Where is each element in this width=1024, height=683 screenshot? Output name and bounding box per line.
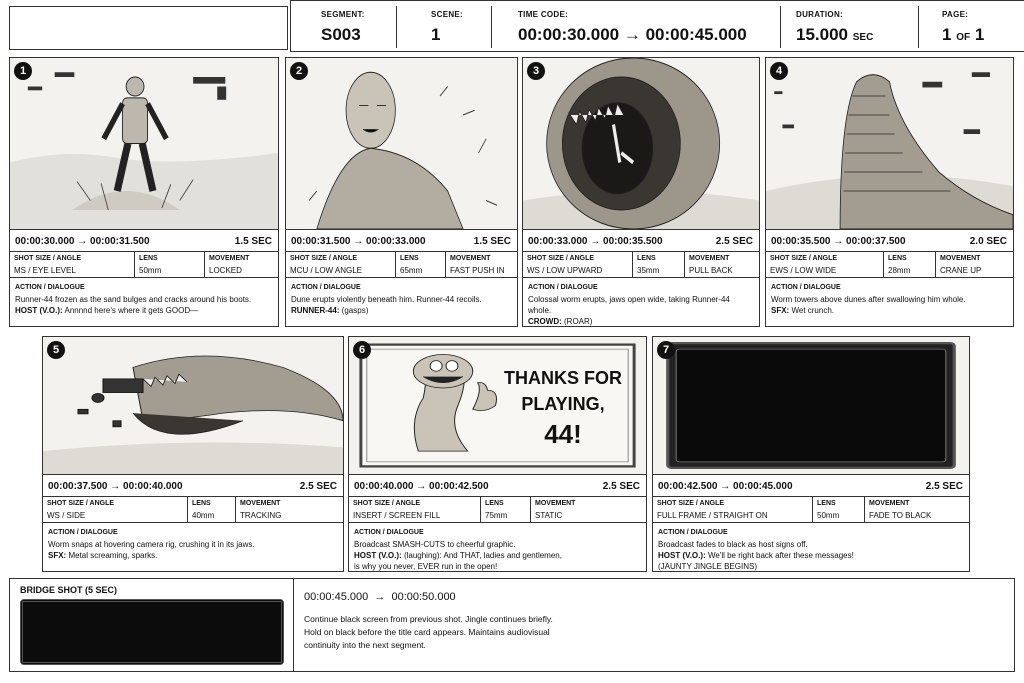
panel-timecode: 00:00:35.500 → 00:00:37.500 (771, 236, 906, 247)
movement-label: MOVEMENT (450, 255, 491, 262)
bridge-black-frame (20, 599, 284, 665)
panel-image (523, 58, 759, 230)
shot-size-cell (349, 497, 481, 523)
header-timecode (518, 6, 768, 52)
panel-specs-row (766, 252, 1013, 278)
panel-image (43, 337, 343, 475)
storyboard-panel (9, 57, 279, 327)
timecode-value: 00:00:30.000 → 00:00:45.000 (518, 25, 747, 44)
speaker: RUNNER-44: (291, 306, 340, 315)
dialogue-text: Wet crunch. (789, 306, 834, 315)
lens-value: 75mm (485, 511, 508, 520)
shot-size-value: WS / SIDE (47, 511, 86, 520)
movement-value: LOCKED (209, 266, 242, 275)
scene-value: 1 (431, 25, 441, 44)
panel-action (43, 523, 343, 571)
dialogue-line (658, 550, 964, 561)
lens-value: 50mm (139, 266, 162, 275)
movement-value: PULL BACK (689, 266, 733, 275)
panel-duration: 2.5 SEC (602, 481, 640, 492)
panel-specs-row (349, 497, 646, 523)
panel-timecode: 00:00:33.000 → 00:00:35.500 (528, 236, 663, 247)
dialogue-line (15, 305, 273, 316)
movement-label: MOVEMENT (940, 255, 981, 262)
dialogue-text: (gasps) (339, 306, 369, 315)
storyboard-panel (522, 57, 760, 327)
action-label: ACTION / DIALOGUE (354, 529, 424, 536)
shot-size-value: MS / EYE LEVEL (14, 266, 76, 275)
lens-value: 40mm (192, 511, 215, 520)
bridge-divider (293, 579, 294, 671)
action-text: Dune erupts violently beneath him. Runner-44 recoils. (291, 295, 482, 304)
lens-cell (884, 252, 936, 278)
panel-specs-row (286, 252, 517, 278)
dialogue-text: Annnnd here's where it gets GOOD— (62, 306, 199, 315)
panel-timecode-row (653, 475, 969, 497)
storyboard-panel (765, 57, 1014, 327)
movement-cell (531, 497, 648, 523)
lens-cell (813, 497, 865, 523)
shot-size-cell (523, 252, 633, 278)
duration-value: 15.000 SEC (796, 25, 874, 44)
lens-label: LENS (485, 500, 504, 507)
movement-value: TRACKING (240, 511, 282, 520)
screen-graphic-line: 44! (544, 419, 582, 449)
action-text: Worm snaps at hovering camera rig, crushing it in its jaws. (48, 540, 255, 549)
lens-value: 50mm (817, 511, 840, 520)
lens-cell (188, 497, 236, 523)
movement-cell (236, 497, 345, 523)
lens-label: LENS (400, 255, 419, 262)
dialogue-line (291, 305, 512, 316)
shot-size-value: MCU / LOW ANGLE (290, 266, 363, 275)
screen-graphic-line: PLAYING, (521, 394, 605, 414)
panel-timecode: 00:00:31.500 → 00:00:33.000 (291, 236, 426, 247)
movement-value: FADE TO BLACK (869, 511, 932, 520)
panel-duration: 2.5 SEC (715, 236, 753, 247)
panel-duration: 1.5 SEC (234, 236, 272, 247)
header-page (942, 6, 1012, 52)
panel-image (10, 58, 278, 230)
action-label: ACTION / DIALOGUE (771, 284, 841, 291)
panel-image (653, 337, 969, 475)
panel-specs-row (523, 252, 759, 278)
panel-number-badge: 2 (290, 62, 308, 80)
panel-sketch (43, 337, 343, 474)
panel-timecode-row (766, 230, 1013, 252)
bridge-timecode: 00:00:45.000 → 00:00:50.000 (304, 591, 456, 603)
shot-size-value: INSERT / SCREEN FILL (353, 511, 441, 520)
lens-value: 65mm (400, 266, 423, 275)
dialogue-text: (laughing): And THAT, ladies and gentlemen, (401, 551, 562, 560)
movement-label: MOVEMENT (869, 500, 910, 507)
lens-cell (135, 252, 205, 278)
movement-cell (865, 497, 971, 523)
panel-timecode: 00:00:40.000 → 00:00:42.500 (354, 481, 489, 492)
movement-label: MOVEMENT (240, 500, 281, 507)
bridge-text (304, 613, 553, 652)
panel-timecode-row (523, 230, 759, 252)
panel-specs-row (653, 497, 969, 523)
movement-cell (936, 252, 1015, 278)
duration-unit: SEC (852, 32, 874, 43)
timecode-label: TIME CODE: (518, 10, 569, 19)
movement-value: CRANE UP (940, 266, 982, 275)
bridge-line: Continue black screen from previous shot. Jingle continues briefly. (304, 614, 553, 624)
lens-cell (633, 252, 685, 278)
bridge-line: Hold on black before the title card appears. Maintains audiovisual (304, 627, 550, 637)
lens-value: 35mm (637, 266, 660, 275)
lens-label: LENS (139, 255, 158, 262)
panel-number-badge: 1 (14, 62, 32, 80)
shot-size-cell (43, 497, 188, 523)
divider (396, 6, 397, 48)
panel-number-badge: 4 (770, 62, 788, 80)
storyboard-panel (348, 336, 647, 572)
lens-cell (396, 252, 446, 278)
panel-specs-row (10, 252, 278, 278)
lens-value: 28mm (888, 266, 911, 275)
segment-label: SEGMENT: (321, 10, 365, 19)
shot-size-cell (653, 497, 813, 523)
movement-value: FAST PUSH IN (450, 266, 505, 275)
panel-timecode: 00:00:30.000 → 00:00:31.500 (15, 236, 150, 247)
panel-action (349, 523, 646, 571)
shot-size-cell (10, 252, 135, 278)
action-label: ACTION / DIALOGUE (48, 529, 118, 536)
panel-image (286, 58, 517, 230)
action-label: ACTION / DIALOGUE (528, 284, 598, 291)
movement-label: MOVEMENT (535, 500, 576, 507)
panel-timecode: 00:00:42.500 → 00:00:45.000 (658, 481, 793, 492)
shot-size-label: SHOT SIZE / ANGLE (770, 255, 838, 262)
dialogue-line (48, 550, 338, 561)
header-duration (796, 6, 906, 52)
action-label: ACTION / DIALOGUE (291, 284, 361, 291)
panel-action (10, 278, 278, 326)
dialogue-line (771, 305, 1008, 316)
bridge-label: BRIDGE SHOT (5 SEC) (20, 585, 118, 595)
dialogue-line-2: (JAUNTY JINGLE BEGINS) (658, 562, 757, 571)
dialogue-text: Metal screaming, sparks. (66, 551, 158, 560)
shot-size-value: EWS / LOW WIDE (770, 266, 837, 275)
shot-size-label: SHOT SIZE / ANGLE (47, 500, 115, 507)
panel-duration: 1.5 SEC (473, 236, 511, 247)
panel-timecode-row (349, 475, 646, 497)
lens-label: LENS (192, 500, 211, 507)
storyboard-panel (652, 336, 970, 572)
dialogue-line (528, 316, 754, 327)
dialogue-text: We'll be right back after these messages! (705, 551, 854, 560)
panel-action (653, 523, 969, 571)
movement-value: STATIC (535, 511, 563, 520)
panel-sketch (10, 58, 278, 229)
lens-cell (481, 497, 531, 523)
shot-size-label: SHOT SIZE / ANGLE (353, 500, 421, 507)
panel-action (523, 278, 759, 326)
divider (780, 6, 781, 48)
lens-label: LENS (637, 255, 656, 262)
panel-sketch (286, 58, 517, 229)
page-value: 1 OF 1 (942, 25, 985, 44)
scene-label: SCENE: (431, 10, 464, 19)
action-label: ACTION / DIALOGUE (15, 284, 85, 291)
divider (918, 6, 919, 48)
movement-cell (446, 252, 519, 278)
dialogue-line-2: is why you never, EVER run in the open! (354, 562, 498, 571)
panel-sketch (523, 58, 759, 229)
panel-duration: 2.5 SEC (925, 481, 963, 492)
panel-action (286, 278, 517, 326)
shot-size-label: SHOT SIZE / ANGLE (14, 255, 82, 262)
speaker: HOST (V.O.): (15, 306, 63, 315)
duration-label: DURATION: (796, 10, 843, 19)
speaker: CROWD: (528, 317, 562, 326)
action-label: ACTION / DIALOGUE (658, 529, 728, 536)
shot-size-label: SHOT SIZE / ANGLE (657, 500, 725, 507)
segment-value: S003 (321, 25, 361, 44)
speaker: SFX: (48, 551, 67, 560)
movement-cell (205, 252, 280, 278)
screen-graphic-text (504, 365, 622, 451)
panel-duration: 2.5 SEC (299, 481, 337, 492)
speaker: HOST (V.O.): (354, 551, 402, 560)
speaker: SFX: (771, 306, 790, 315)
speaker: HOST (V.O.): (658, 551, 706, 560)
panel-timecode-row (286, 230, 517, 252)
storyboard-panel (42, 336, 344, 572)
panel-sketch (653, 337, 969, 474)
panel-timecode-row (43, 475, 343, 497)
panel-number-badge: 5 (47, 341, 65, 359)
divider (491, 6, 492, 48)
header-scene (431, 6, 491, 52)
panel-number-badge: 3 (527, 62, 545, 80)
shot-size-value: WS / LOW UPWARD (527, 266, 603, 275)
action-text: Worm towers above dunes after swallowing him whole. (771, 295, 966, 304)
screen-graphic-line: THANKS FOR (504, 368, 622, 388)
action-text: Runner-44 frozen as the sand bulges and cracks around his boots. (15, 295, 252, 304)
panel-image (766, 58, 1013, 230)
shot-size-label: SHOT SIZE / ANGLE (290, 255, 358, 262)
panel-duration: 2.0 SEC (969, 236, 1007, 247)
shot-size-cell (766, 252, 884, 278)
page-label: PAGE: (942, 10, 969, 19)
shot-size-value: FULL FRAME / STRAIGHT ON (657, 511, 768, 520)
bridge-shot-box (9, 578, 1015, 672)
movement-label: MOVEMENT (209, 255, 250, 262)
header-blank-box (9, 6, 288, 50)
shot-size-label: SHOT SIZE / ANGLE (527, 255, 595, 262)
shot-size-cell (286, 252, 396, 278)
lens-label: LENS (888, 255, 907, 262)
action-text: Colossal worm erupts, jaws open wide, taking Runner-44 whole. (528, 295, 730, 315)
panel-number-badge: 7 (657, 341, 675, 359)
panel-sketch (766, 58, 1013, 229)
panel-timecode-row (10, 230, 278, 252)
dialogue-line (354, 550, 641, 561)
panel-timecode: 00:00:37.500 → 00:00:40.000 (48, 481, 183, 492)
panel-specs-row (43, 497, 343, 523)
action-text: Broadcast SMASH-CUTS to cheerful graphic. (354, 540, 516, 549)
header-segment (321, 6, 391, 52)
lens-label: LENS (817, 500, 836, 507)
action-text: Broadcast fades to black as host signs off. (658, 540, 808, 549)
dialogue-text: (ROAR) (561, 317, 593, 326)
bridge-line: continuity into the next segment. (304, 640, 426, 650)
storyboard-panel (285, 57, 518, 327)
panel-action (766, 278, 1013, 326)
movement-label: MOVEMENT (689, 255, 730, 262)
movement-cell (685, 252, 761, 278)
panel-number-badge: 6 (353, 341, 371, 359)
